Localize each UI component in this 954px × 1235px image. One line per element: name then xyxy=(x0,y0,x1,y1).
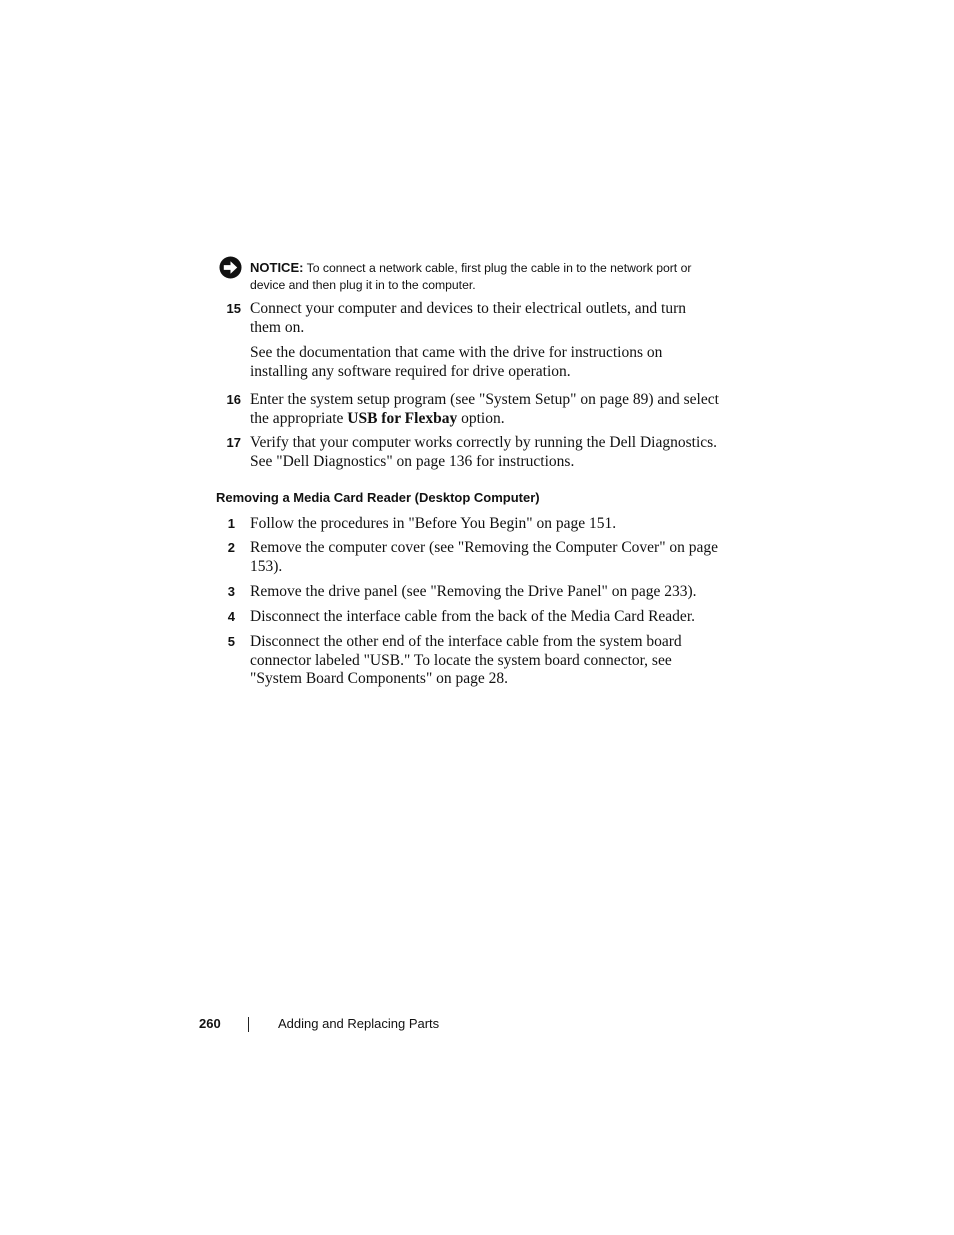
step-text: Verify that your computer works correctly by running the Dell Diagnostics. See "Dell Diagnostics" on page 136 for instructions. xyxy=(250,434,718,470)
footer-divider xyxy=(248,1017,249,1032)
step-text: Disconnect the interface cable from the back of the Media Card Reader. xyxy=(250,608,695,625)
step-text: Disconnect the other end of the interface cable from the system board connector labeled "USB." To locate the system board connector, see "System Board Components" on page 28. xyxy=(250,633,682,687)
footer-section-title: Adding and Replacing Parts xyxy=(278,1016,440,1031)
step-text-part: Enter the system setup program (see "System Setup" on page 89) and select the appropriate xyxy=(250,391,719,427)
step-text xyxy=(250,391,720,428)
step-text: Follow the procedures in "Before You Begin" on page 151. xyxy=(250,515,617,532)
notice-body: To connect a network cable, first plug the cable in to the network port or device and then plug it in to the computer. xyxy=(250,261,692,292)
step-text: Connect your computer and devices to their electrical outlets, and turn them on. xyxy=(250,300,687,336)
step-text-part: option. xyxy=(457,409,505,427)
step-number: 17 xyxy=(226,435,241,450)
step-number: 3 xyxy=(227,584,235,599)
step-text: Remove the drive panel (see "Removing the Drive Panel" on page 233). xyxy=(250,583,697,600)
step-number: 5 xyxy=(227,634,235,649)
option-name: USB for Flexbay xyxy=(347,409,458,427)
step-number: 16 xyxy=(226,392,241,407)
step-text: Remove the computer cover (see "Removing the Computer Cover" on page 153). xyxy=(250,539,719,575)
step-number: 15 xyxy=(226,301,241,316)
step-number: 2 xyxy=(227,540,235,555)
section-heading: Removing a Media Card Reader (Desktop Computer) xyxy=(216,490,540,505)
step-number: 4 xyxy=(227,609,235,624)
page-number: 260 xyxy=(199,1016,221,1031)
notice-arrow-icon xyxy=(219,256,242,279)
notice-label: NOTICE: xyxy=(250,260,304,275)
step-number: 1 xyxy=(227,516,235,531)
step-note: See the documentation that came with the drive for instructions on installing any software required for drive operation. xyxy=(250,344,663,380)
notice-text xyxy=(250,259,720,294)
